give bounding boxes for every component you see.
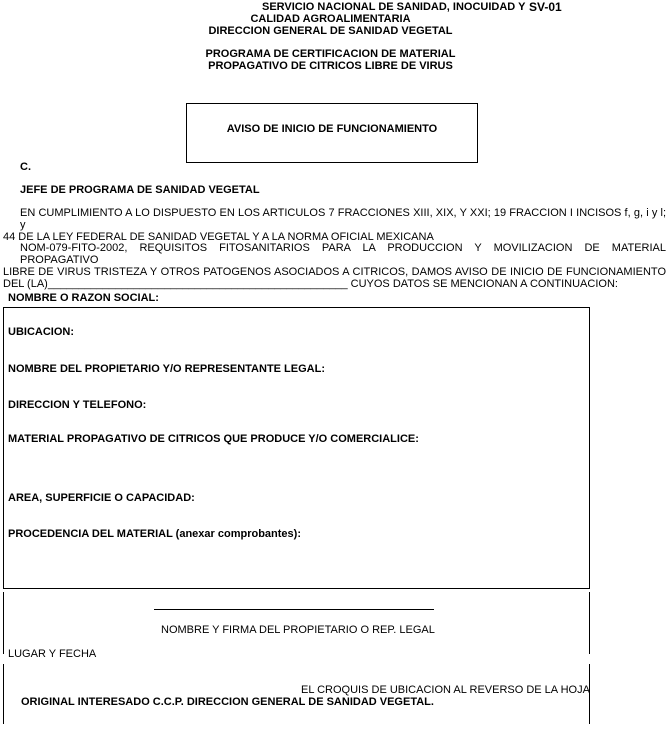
program-line-1: PROGRAMA DE CERTIFICACION DE MATERIAL [205,48,456,60]
body-paragraph [3,208,666,291]
body-line-1: EN CUMPLIMIENTO A LO DISPUESTO EN LOS ARTICULOS 7 FRACCIONES XIII, XIX, Y XXI; 19 FRACCION I INCISOS f, g, i y l; y [20,207,666,231]
salutation: C. [20,161,31,173]
field-name-label: NOMBRE O RAZON SOCIAL: [8,292,159,304]
signature-caption: NOMBRE Y FIRMA DEL PROPIETARIO O REP. LEGAL [161,624,435,636]
signature-line [154,609,434,610]
field-area-label: AREA, SUPERFICIE O CAPACIDAD: [8,492,195,504]
title-box [186,103,478,163]
body-line-4: LIBRE DE VIRUS TRISTEZA Y OTROS PATOGENOS ASOCIADOS A CITRICOS, DAMOS AVISO DE INICIO DE FUNCIONAMIENTO [3,265,666,278]
copy-note: ORIGINAL INTERESADO C.C.P. DIRECCION GENERAL DE SANIDAD VEGETAL. [21,696,434,708]
form-bottom-rule [3,588,590,589]
body-line-3: NOM-079-FITO-2002, REQUISITOS FITOSANITARIOS PARA LA PRODUCCION Y MOVILIZACION DE MATERIAL PROPAGATIVO [20,242,666,267]
agency-line-2: CALIDAD AGROALIMENTARIA [250,13,411,25]
sketch-note: EL CROQUIS DE UBICACION AL REVERSO DE LA HOJA [301,684,590,696]
body-line-2: 44 DE LA LEY FEDERAL DE SANIDAD VEGETAL Y A LA NORMA OFICIAL MEXICANA [3,230,434,243]
field-owner-label: NOMBRE DEL PROPIETARIO Y/O REPRESENTANTE LEGAL: [8,363,325,375]
field-origin-label [8,528,301,540]
signature-left-border [3,592,4,654]
field-material-label: MATERIAL PROPAGATIVO DE CITRICOS QUE PRODUCE Y/O COMERCIALICE: [8,433,419,445]
field-location-label: UBICACION: [8,326,74,338]
agency-line-3: DIRECCION GENERAL DE SANIDAD VEGETAL [208,25,453,37]
signature-right-border [589,592,590,654]
field-address-label: DIRECCION Y TELEFONO: [8,399,147,411]
form-left-border [3,307,4,588]
form-top-rule [3,307,590,308]
document-title: AVISO DE INICIO DE FUNCIONAMIENTO [226,123,438,135]
program-line-2: PROPAGATIVO DE CITRICOS LIBRE DE VIRUS [208,60,453,72]
field-origin-note: (anexar comprobantes): [175,528,301,540]
body-line-5: DEL (LA)_________________________________________________ CUYOS DATOS SE MENCIONAN A CONTINUACION: [3,277,618,290]
form-right-border [589,307,590,588]
form-code: SV-01 [529,0,562,14]
agency-line-1: SERVICIO NACIONAL DE SANIDAD, INOCUIDAD Y [262,1,526,13]
footer-left-border [3,664,4,724]
place-date-label: LUGAR Y FECHA [8,648,97,660]
recipient: JEFE DE PROGRAMA DE SANIDAD VEGETAL [20,184,260,196]
field-origin-main: PROCEDENCIA DEL MATERIAL [8,528,173,540]
